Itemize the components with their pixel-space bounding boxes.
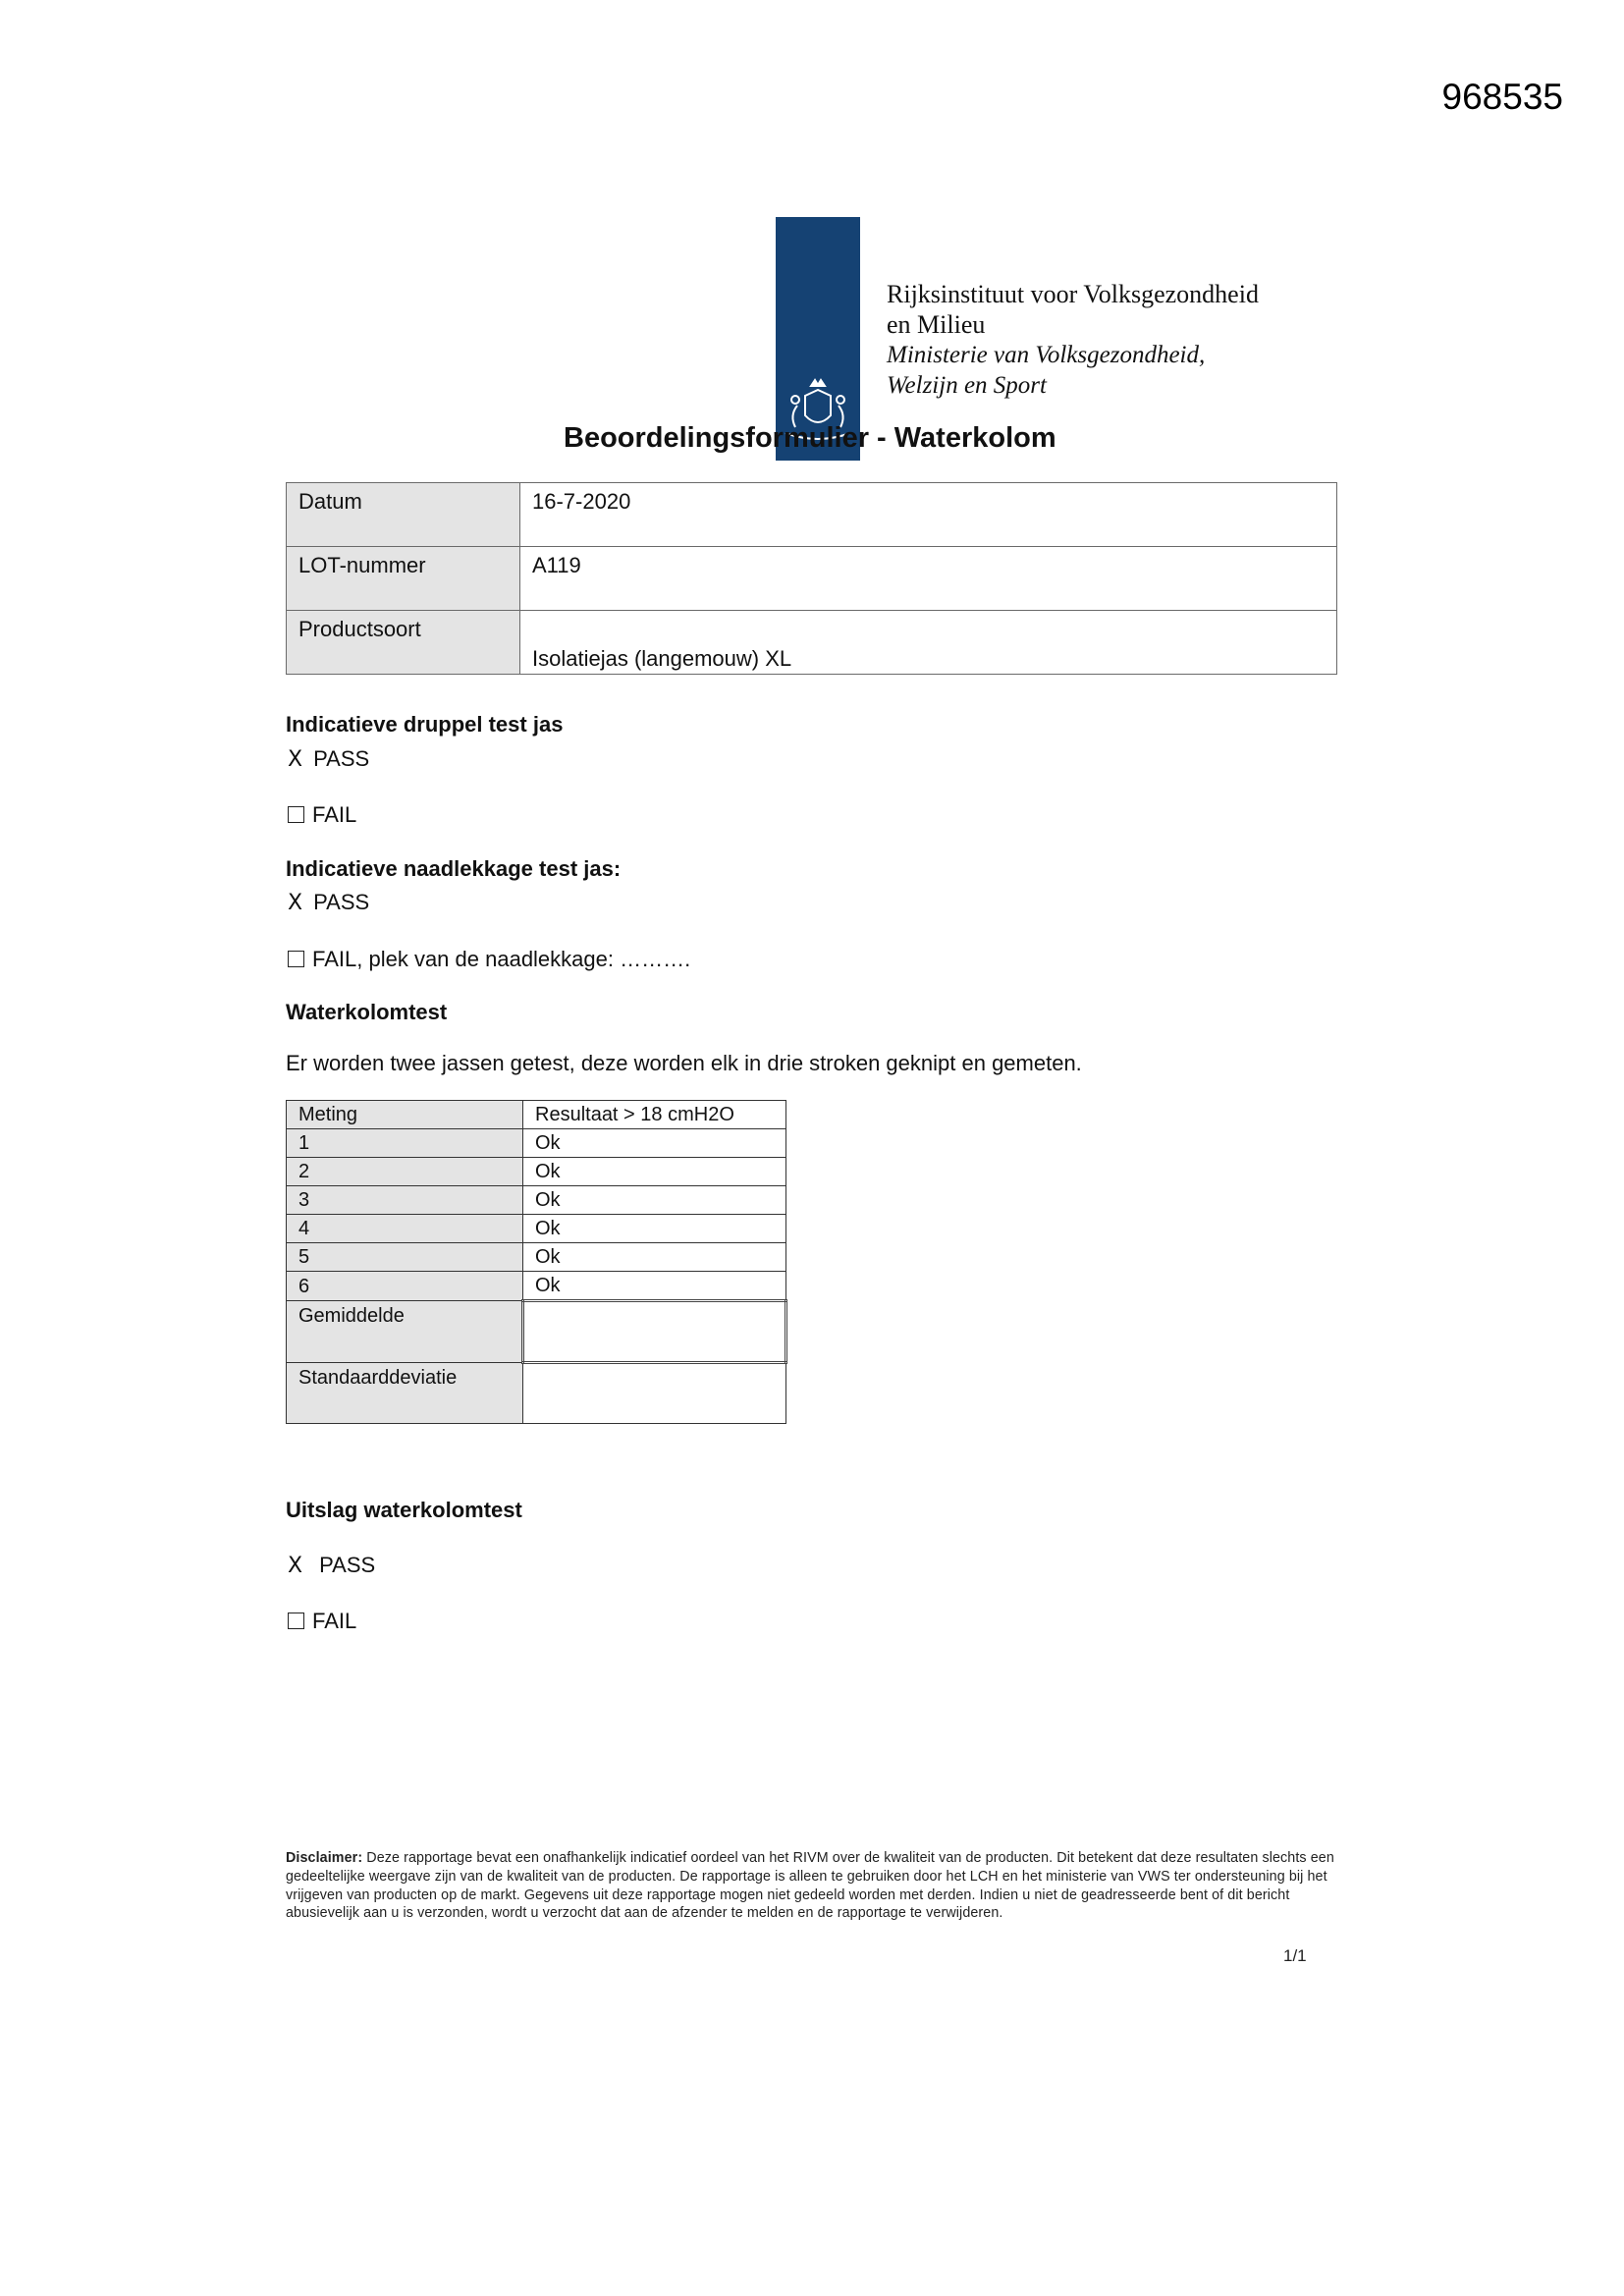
measurement-table	[286, 1100, 787, 1424]
pass-label: PASS	[319, 1553, 376, 1577]
info-table	[286, 482, 1337, 675]
needle-test-pass	[288, 890, 369, 915]
stddev-label: Standaarddeviatie	[287, 1363, 523, 1424]
result-cell: Ok	[523, 1186, 786, 1215]
info-row	[287, 611, 1337, 675]
average-value	[523, 1301, 786, 1363]
result-cell: Ok	[523, 1243, 786, 1272]
needle-test-fail	[288, 947, 690, 972]
column-header: Meting	[287, 1101, 523, 1129]
page-number: 1/1	[1283, 1946, 1307, 1965]
info-row	[287, 483, 1337, 547]
info-label: Datum	[287, 483, 520, 547]
result-cell: Ok	[523, 1158, 786, 1186]
checkbox-icon	[288, 1613, 304, 1629]
checkbox-icon	[288, 806, 304, 823]
info-value: Isolatiejas (langemouw) XL	[520, 611, 1337, 675]
table-row	[287, 1215, 786, 1243]
pass-label: PASS	[313, 890, 370, 914]
meting-cell: 3	[287, 1186, 523, 1215]
table-header-row	[287, 1101, 786, 1129]
disclaimer	[286, 1849, 1341, 1923]
meting-cell: 4	[287, 1215, 523, 1243]
result-cell: Ok	[523, 1272, 786, 1301]
logo-text	[887, 279, 1259, 401]
water-column-title: Waterkolomtest	[286, 1000, 448, 1024]
logo-line-1: Rijksinstituut voor Volksgezondheid	[887, 280, 1259, 308]
fail-label: FAIL, plek van de naadlekkage: ……….	[312, 947, 691, 971]
outcome-pass	[288, 1553, 375, 1578]
table-row	[287, 1129, 786, 1158]
stddev-value	[523, 1363, 786, 1424]
logo-line-2: en Milieu	[887, 310, 986, 339]
cross-mark-icon: X	[288, 1554, 303, 1578]
page-title: Beoordelingsformulier - Waterkolom	[564, 422, 1056, 454]
drop-test-pass	[288, 746, 369, 772]
info-value: 16-7-2020	[520, 483, 1337, 547]
result-cell: Ok	[523, 1129, 786, 1158]
water-column-description: Er worden twee jassen getest, deze worden elk in drie stroken geknipt en gemeten.	[286, 1051, 1082, 1075]
logo-line-4: Welzijn en Sport	[887, 372, 1047, 399]
meting-cell: 5	[287, 1243, 523, 1272]
table-row	[287, 1158, 786, 1186]
average-row	[287, 1301, 786, 1363]
meting-cell: 1	[287, 1129, 523, 1158]
stddev-row	[287, 1363, 786, 1424]
result-cell: Ok	[523, 1215, 786, 1243]
meting-cell: 6	[287, 1272, 523, 1301]
fail-label: FAIL	[312, 1609, 357, 1633]
outcome-title: Uitslag waterkolomtest	[286, 1498, 522, 1522]
document-id: 968535	[1441, 77, 1563, 117]
disclaimer-label: Disclaimer:	[286, 1850, 363, 1866]
meting-cell: 2	[287, 1158, 523, 1186]
column-header: Resultaat > 18 cmH2O	[523, 1101, 786, 1129]
table-row	[287, 1186, 786, 1215]
logo-line-3: Ministerie van Volksgezondheid,	[887, 342, 1206, 368]
checkbox-icon	[288, 951, 304, 967]
fail-label: FAIL	[312, 802, 357, 827]
drop-test-fail	[288, 802, 356, 828]
outcome-fail	[288, 1609, 356, 1634]
cross-mark-icon: X	[288, 891, 303, 915]
info-label: LOT-nummer	[287, 547, 520, 611]
needle-test-title: Indicatieve naadlekkage test jas:	[286, 856, 622, 881]
disclaimer-text: Deze rapportage bevat een onafhankelijk indicatief oordeel van het RIVM over de kwaliteit van de producten. Dit betekent dat deze resultaten slechts een gedeeltelijke weergave zijn van de kwaliteit van de producten. De rapportage is alleen te gebruiken door het LCH en het ministerie van VWS ter ondersteuning bij het vrijgeven van producten op de markt. Gegevens uit deze rapportage mogen niet gedeeld worden met derden. Indien u niet de geadresseerde bent of dit bericht abusievelijk aan u is verzonden, wordt u verzocht dat aan de afzender te melden en de rapportage te verwijderen.	[286, 1850, 1334, 1922]
info-row	[287, 547, 1337, 611]
info-value: A119	[520, 547, 1337, 611]
table-row	[287, 1272, 786, 1301]
table-row	[287, 1243, 786, 1272]
pass-label: PASS	[313, 746, 370, 771]
average-label: Gemiddelde	[287, 1301, 523, 1363]
cross-mark-icon: X	[288, 747, 303, 772]
drop-test-title: Indicatieve druppel test jas	[286, 712, 564, 737]
info-label: Productsoort	[287, 611, 520, 675]
